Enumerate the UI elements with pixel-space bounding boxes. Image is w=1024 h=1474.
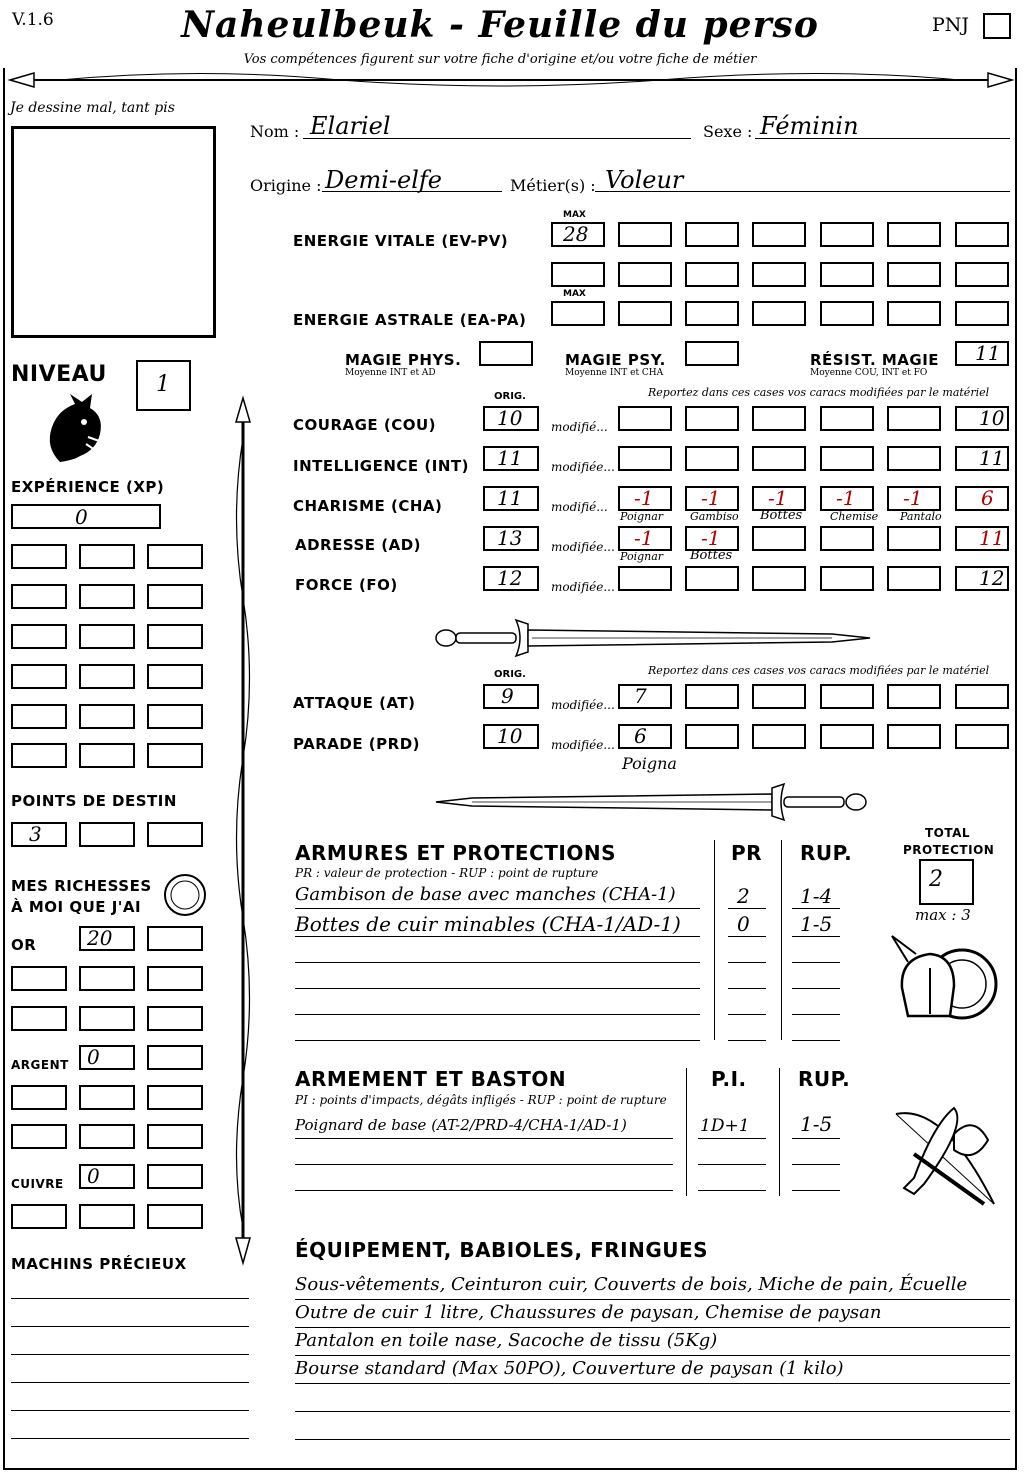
origine-line	[322, 191, 502, 192]
ev-max-value: 28	[563, 222, 589, 246]
cuivre-box[interactable]	[147, 1204, 203, 1229]
machins-line[interactable]	[11, 1438, 249, 1439]
weapons-icon	[884, 1094, 1004, 1214]
xp-grid-box[interactable]	[147, 624, 203, 649]
armure-line	[295, 936, 700, 937]
armures-pr-header: PR	[731, 841, 763, 865]
sheet-subtitle: Vos compétences figurent sur votre fiche d'origine et/ou votre fiche de métier	[243, 52, 757, 67]
sword-icon	[432, 778, 872, 826]
armures-col-divider	[714, 840, 715, 1040]
armure-name: Bottes de cuir minables (CHA-1/AD-1)	[295, 912, 681, 936]
magie-phys-note: Moyenne INT et AD	[345, 368, 436, 378]
armure-line	[792, 936, 840, 937]
total-protection-box[interactable]	[919, 859, 974, 905]
equipement-rule[interactable]	[295, 1439, 1010, 1440]
armement-rup-header: RUP.	[798, 1067, 851, 1091]
armure-name: Gambison de base avec manches (CHA-1)	[295, 884, 676, 905]
machins-line[interactable]	[11, 1382, 249, 1383]
argent-box[interactable]	[79, 1045, 135, 1070]
int-final: 11	[979, 446, 1005, 470]
ea-max-box[interactable]	[551, 301, 605, 326]
xp-grid-box[interactable]	[11, 743, 67, 768]
origine-value[interactable]: Demi-elfe	[325, 166, 442, 194]
ad-orig: 13	[497, 526, 523, 550]
machins-label: MACHINS PRÉCIEUX	[11, 1255, 187, 1273]
portrait-caption: Je dessine mal, tant pis	[10, 100, 175, 116]
ev-box[interactable]	[618, 222, 672, 247]
nom-value[interactable]: Elariel	[310, 112, 391, 140]
xp-box[interactable]	[11, 504, 161, 529]
xp-grid-box[interactable]	[79, 664, 135, 689]
ev-box[interactable]	[955, 262, 1009, 287]
armure-line[interactable]	[792, 1014, 840, 1015]
xp-grid-box[interactable]	[79, 544, 135, 569]
metier-line	[595, 191, 1010, 192]
cha-mod-value: -1	[903, 486, 923, 510]
xp-grid-box[interactable]	[79, 624, 135, 649]
argent-box[interactable]	[147, 1124, 203, 1149]
ev-max-label: MAX	[563, 210, 586, 220]
int-orig-box[interactable]	[483, 446, 539, 471]
ev-box[interactable]	[618, 262, 672, 287]
equipement-line[interactable]: Outre de cuir 1 litre, Chaussures de paysan, Chemise de paysan	[295, 1302, 882, 1323]
ev-box[interactable]	[887, 222, 941, 247]
ea-box[interactable]	[820, 301, 874, 326]
at-mod-box[interactable]	[820, 684, 874, 709]
argent-box[interactable]	[147, 1085, 203, 1110]
ev-box[interactable]	[752, 222, 806, 247]
cuivre-box[interactable]	[79, 1204, 135, 1229]
ea-box[interactable]	[752, 301, 806, 326]
cha-source: Bottes	[760, 508, 803, 523]
ad-mod-value: -1	[701, 526, 721, 550]
armure-line	[728, 936, 766, 937]
metier-value[interactable]: Voleur	[605, 166, 684, 194]
ad-final: 11	[979, 526, 1005, 550]
or-box[interactable]	[79, 1006, 135, 1031]
cha-final: 6	[981, 486, 994, 510]
cha-orig: 11	[497, 486, 523, 510]
magie-psy-note: Moyenne INT et CHA	[565, 368, 664, 378]
cha-source: Gambiso	[690, 510, 739, 523]
cha-mod-value: -1	[836, 486, 856, 510]
pnj-checkbox[interactable]	[983, 13, 1011, 39]
caracs-report-note: Reportez dans ces cases vos caracs modifiées par le matériel	[648, 386, 990, 399]
ad-source: Poignar	[620, 550, 664, 563]
xp-grid-box[interactable]	[147, 743, 203, 768]
cha-mod-value: -1	[634, 486, 654, 510]
vertical-spear-icon	[228, 398, 258, 1263]
ad-mod-box[interactable]	[887, 526, 941, 551]
or-box[interactable]	[79, 926, 135, 951]
ad-mod-label: modifiée...	[551, 540, 615, 554]
prd-orig-box[interactable]	[483, 724, 539, 749]
xp-grid-box[interactable]	[79, 704, 135, 729]
prd-mod-box[interactable]	[618, 724, 672, 749]
machins-line[interactable]	[11, 1410, 249, 1411]
fo-orig: 12	[497, 566, 523, 590]
cou-mod-box[interactable]	[752, 406, 806, 431]
destin-box[interactable]	[147, 822, 203, 847]
fo-final: 12	[979, 566, 1005, 590]
ea-box[interactable]	[618, 301, 672, 326]
resist-magie-label: RÉSIST. MAGIE	[810, 351, 940, 369]
at-mod-value: 7	[634, 684, 647, 708]
equipement-line[interactable]: Sous-vêtements, Ceinturon cuir, Couverts de bois, Miche de pain, Écuelle	[295, 1274, 968, 1295]
or-label: OR	[11, 936, 37, 954]
ev-box[interactable]	[685, 262, 739, 287]
equipement-rule[interactable]	[295, 1411, 1010, 1412]
cha-source: Poignar	[620, 510, 664, 523]
xp-grid-box[interactable]	[11, 544, 67, 569]
armure-line[interactable]	[295, 962, 700, 963]
niveau-box[interactable]	[136, 360, 191, 411]
sheet-title: Naheulbeuk - Feuille du perso	[181, 4, 819, 46]
cou-mod-label: modifié...	[551, 420, 608, 434]
ea-box[interactable]	[887, 301, 941, 326]
fo-final-box[interactable]	[955, 566, 1009, 591]
pnj-label: PNJ	[932, 14, 970, 36]
cou-label: COURAGE (COU)	[293, 416, 437, 434]
equipement-title: ÉQUIPEMENT, BABIOLES, FRINGUES	[295, 1238, 709, 1262]
prd-mod-box[interactable]	[820, 724, 874, 749]
prd-label: PARADE (PRD)	[293, 735, 421, 753]
armure-rup: 1-5	[800, 912, 833, 936]
resist-magie-note: Moyenne COU, INT et FO	[810, 368, 928, 378]
equipement-rule	[295, 1327, 1010, 1328]
sexe-label: Sexe :	[703, 122, 753, 141]
xp-grid-box[interactable]	[147, 704, 203, 729]
cha-mod-value: -1	[768, 486, 788, 510]
cuivre-box[interactable]	[79, 1164, 135, 1189]
ev-box[interactable]	[551, 262, 605, 287]
arme-line	[698, 1138, 766, 1139]
armures-title: ARMURES ET PROTECTIONS	[295, 841, 616, 865]
arme-line[interactable]	[698, 1190, 766, 1191]
sexe-line	[755, 138, 1010, 139]
arme-row[interactable]	[295, 1114, 840, 1140]
helmet-shield-icon	[890, 928, 1000, 1028]
sword-icon	[432, 614, 872, 662]
coin-icon	[163, 873, 207, 917]
or-box[interactable]	[147, 926, 203, 951]
ad-orig-box[interactable]	[483, 526, 539, 551]
prd-mod-box[interactable]	[955, 724, 1009, 749]
armure-line	[295, 908, 700, 909]
int-mod-box[interactable]	[685, 446, 739, 471]
ev-box[interactable]	[752, 262, 806, 287]
combat-report-note: Reportez dans ces cases vos caracs modifiées par le matériel	[648, 664, 990, 677]
argent-box[interactable]	[79, 1085, 135, 1110]
cou-mod-box[interactable]	[887, 406, 941, 431]
niveau-label: NIVEAU	[11, 362, 107, 387]
fo-mod-box[interactable]	[887, 566, 941, 591]
total-protection-label-2: PROTECTION	[903, 843, 995, 857]
armure-line[interactable]	[728, 1040, 766, 1041]
fo-mod-box[interactable]	[685, 566, 739, 591]
xp-grid-box[interactable]	[147, 584, 203, 609]
ev-box[interactable]	[955, 222, 1009, 247]
xp-grid-box[interactable]	[11, 584, 67, 609]
fo-mod-label: modifiée...	[551, 580, 615, 594]
armure-line[interactable]	[295, 1014, 700, 1015]
version-label: V.1.6	[12, 10, 54, 30]
argent-label: ARGENT	[11, 1058, 69, 1072]
at-label: ATTAQUE (AT)	[293, 694, 416, 712]
prd-mod-box[interactable]	[887, 724, 941, 749]
magie-phys-label: MAGIE PHYS.	[345, 351, 462, 369]
total-protection-value: 2	[929, 867, 943, 892]
portrait-box[interactable]	[11, 126, 216, 338]
metier-label: Métier(s) :	[510, 176, 596, 195]
ad-final-box[interactable]	[955, 526, 1009, 551]
argent-value: 0	[87, 1045, 100, 1069]
resist-magie-box[interactable]	[955, 341, 1009, 366]
arme-line	[295, 1138, 673, 1139]
ad-mod-value: -1	[634, 526, 654, 550]
at-mod-box[interactable]	[618, 684, 672, 709]
machins-line[interactable]	[11, 1298, 249, 1299]
armement-title: ARMEMENT ET BASTON	[295, 1067, 567, 1091]
xp-grid-box[interactable]	[11, 704, 67, 729]
prd-mod-label: modifiée...	[551, 738, 615, 752]
cou-orig: 10	[497, 406, 523, 430]
int-final-box[interactable]	[955, 446, 1009, 471]
fo-mod-box[interactable]	[820, 566, 874, 591]
xp-grid-box[interactable]	[11, 624, 67, 649]
armement-pi-header: P.I.	[711, 1067, 747, 1091]
or-box[interactable]	[11, 1006, 67, 1031]
ev-label: ENERGIE VITALE (EV-PV)	[293, 232, 509, 250]
cha-mod-box[interactable]	[820, 486, 874, 511]
or-box[interactable]	[11, 966, 67, 991]
nom-label: Nom :	[250, 122, 300, 141]
cou-final-box[interactable]	[955, 406, 1009, 431]
at-mod-box[interactable]	[685, 684, 739, 709]
int-mod-box[interactable]	[752, 446, 806, 471]
prd-source: Poigna	[622, 754, 677, 773]
cha-mod-label: modifié...	[551, 500, 608, 514]
armure-line[interactable]	[792, 988, 840, 989]
ev-box[interactable]	[685, 222, 739, 247]
argent-box[interactable]	[79, 1124, 135, 1149]
spear-divider-icon	[0, 62, 1024, 92]
armure-line[interactable]	[295, 988, 700, 989]
arme-line[interactable]	[295, 1164, 673, 1165]
int-label: INTELLIGENCE (INT)	[293, 457, 469, 475]
armement-note: PI : points d'impacts, dégâts infligés - RUP : point de rupture	[295, 1093, 667, 1107]
arme-line[interactable]	[792, 1164, 840, 1165]
ad-mod-box[interactable]	[618, 526, 672, 551]
cha-mod-box[interactable]	[887, 486, 941, 511]
int-mod-box[interactable]	[820, 446, 874, 471]
resist-magie-value: 11	[975, 341, 1001, 365]
equipement-line[interactable]: Bourse standard (Max 50PO), Couverture de paysan (1 kilo)	[295, 1358, 844, 1379]
int-mod-box[interactable]	[618, 446, 672, 471]
arme-name: Poignard de base (AT-2/PRD-4/CHA-1/AD-1)	[295, 1116, 627, 1134]
armure-pr: 0	[737, 912, 750, 936]
arme-line	[792, 1138, 840, 1139]
ev-max-box[interactable]	[551, 222, 605, 247]
cuivre-box[interactable]	[11, 1204, 67, 1229]
niveau-value: 1	[156, 372, 170, 397]
int-mod-label: modifiée...	[551, 460, 615, 474]
ea-label: ENERGIE ASTRALE (EA-PA)	[293, 311, 527, 329]
arme-pi: 1D+1	[700, 1116, 750, 1136]
sexe-value[interactable]: Féminin	[760, 112, 859, 140]
ad-source: Bottes	[690, 548, 733, 563]
or-box[interactable]	[79, 966, 135, 991]
equipement-rule	[295, 1299, 1010, 1300]
armure-line	[728, 908, 766, 909]
at-mod-box[interactable]	[887, 684, 941, 709]
armure-pr: 2	[737, 884, 750, 908]
cha-mod-box[interactable]	[618, 486, 672, 511]
at-orig-box[interactable]	[483, 684, 539, 709]
cha-label: CHARISME (CHA)	[293, 497, 443, 515]
ea-box[interactable]	[955, 301, 1009, 326]
fo-mod-box[interactable]	[618, 566, 672, 591]
armure-line[interactable]	[792, 1040, 840, 1041]
cuivre-label: CUIVRE	[11, 1177, 64, 1191]
armures-note: PR : valeur de protection - RUP : point de rupture	[295, 866, 599, 880]
nom-line	[303, 138, 691, 139]
int-orig: 11	[497, 446, 523, 470]
equipement-rule	[295, 1383, 1010, 1384]
destin-value: 3	[29, 822, 42, 846]
prd-mod-box[interactable]	[685, 724, 739, 749]
xp-grid-box[interactable]	[79, 584, 135, 609]
ea-box[interactable]	[685, 301, 739, 326]
total-max-note: max : 3	[915, 906, 971, 924]
at-mod-box[interactable]	[955, 684, 1009, 709]
cha-mod-value: -1	[701, 486, 721, 510]
ad-mod-box[interactable]	[752, 526, 806, 551]
fo-label: FORCE (FO)	[295, 576, 398, 594]
magie-psy-box[interactable]	[685, 341, 739, 366]
cou-orig-box[interactable]	[483, 406, 539, 431]
arme-rup: 1-5	[800, 1112, 833, 1136]
fo-mod-box[interactable]	[752, 566, 806, 591]
equipement-line[interactable]: Pantalon en toile nase, Sacoche de tissu (5Kg)	[295, 1330, 718, 1351]
or-value: 20	[87, 926, 113, 950]
cuivre-box[interactable]	[147, 1164, 203, 1189]
at-orig: 9	[501, 684, 514, 708]
machins-line[interactable]	[11, 1354, 249, 1355]
xp-grid-box[interactable]	[11, 664, 67, 689]
or-box[interactable]	[147, 1006, 203, 1031]
armure-line[interactable]	[728, 988, 766, 989]
ev-box[interactable]	[887, 262, 941, 287]
or-box[interactable]	[147, 966, 203, 991]
armure-rup: 1-4	[800, 884, 833, 908]
machins-line[interactable]	[11, 1326, 249, 1327]
prd-orig: 10	[497, 724, 523, 748]
arme-line[interactable]	[295, 1190, 673, 1191]
argent-box[interactable]	[11, 1124, 67, 1149]
xp-grid-box[interactable]	[79, 743, 135, 768]
total-protection-label: TOTAL	[925, 826, 971, 840]
arme-line[interactable]	[698, 1164, 766, 1165]
richesses-label-2: À MOI QUE J'AI	[11, 898, 142, 916]
destin-label: POINTS DE DESTIN	[11, 792, 177, 810]
armure-row[interactable]	[295, 884, 840, 910]
cha-source: Pantalo	[900, 510, 942, 523]
armure-line	[792, 908, 840, 909]
arme-line[interactable]	[792, 1190, 840, 1191]
caracs-orig-label: ORIG.	[494, 391, 526, 402]
armures-col-divider	[781, 840, 782, 1040]
cha-source: Chemise	[830, 510, 879, 523]
fo-orig-box[interactable]	[483, 566, 539, 591]
destin-box[interactable]	[79, 822, 135, 847]
cuivre-value: 0	[87, 1164, 100, 1188]
armure-line[interactable]	[728, 962, 766, 963]
ad-mod-box[interactable]	[820, 526, 874, 551]
argent-box[interactable]	[11, 1085, 67, 1110]
cha-orig-box[interactable]	[483, 486, 539, 511]
origine-label: Origine :	[250, 176, 322, 195]
xp-label: EXPÉRIENCE (XP)	[11, 478, 165, 496]
cha-final-box[interactable]	[955, 486, 1009, 511]
argent-box[interactable]	[147, 1045, 203, 1070]
at-mod-box[interactable]	[752, 684, 806, 709]
magie-phys-box[interactable]	[479, 341, 533, 366]
combat-orig-label: ORIG.	[494, 669, 526, 680]
magie-psy-label: MAGIE PSY.	[565, 351, 666, 369]
cou-mod-box[interactable]	[618, 406, 672, 431]
ad-label: ADRESSE (AD)	[295, 536, 422, 554]
xp-value: 0	[75, 505, 88, 529]
dragon-icon	[40, 392, 106, 464]
xp-grid-box[interactable]	[147, 664, 203, 689]
ev-box[interactable]	[820, 262, 874, 287]
armure-line[interactable]	[728, 1014, 766, 1015]
cha-mod-box[interactable]	[685, 486, 739, 511]
prd-mod-box[interactable]	[752, 724, 806, 749]
destin-box[interactable]	[11, 822, 67, 847]
prd-mod-value: 6	[634, 724, 647, 748]
xp-grid-box[interactable]	[147, 544, 203, 569]
richesses-label: MES RICHESSES	[11, 877, 152, 895]
at-mod-label: modifiée...	[551, 698, 615, 712]
armures-rup-header: RUP.	[800, 841, 853, 865]
ev-box[interactable]	[820, 222, 874, 247]
armure-line[interactable]	[792, 962, 840, 963]
int-mod-box[interactable]	[887, 446, 941, 471]
armure-row[interactable]	[295, 912, 840, 938]
cou-final: 10	[979, 406, 1005, 430]
cou-mod-box[interactable]	[685, 406, 739, 431]
cou-mod-box[interactable]	[820, 406, 874, 431]
equipement-rule	[295, 1355, 1010, 1356]
ea-max-label: MAX	[563, 289, 586, 299]
armure-line[interactable]	[295, 1040, 700, 1041]
